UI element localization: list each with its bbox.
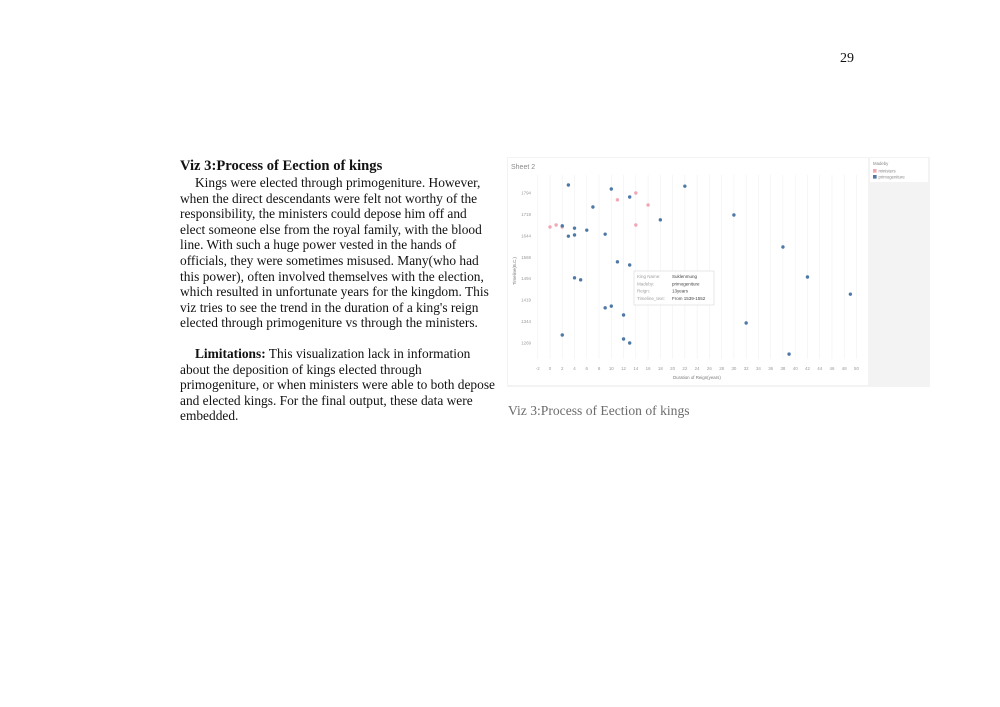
y-tick-label: 1494 (521, 276, 531, 282)
scatter-chart (507, 157, 930, 387)
data-point-primogeniture[interactable] (659, 218, 662, 221)
x-tick-label: 26 (706, 366, 712, 371)
chart-figure (507, 157, 930, 387)
x-tick-label: -2 (535, 366, 540, 371)
data-point-primogeniture[interactable] (573, 226, 576, 229)
x-tick-label: 16 (645, 366, 651, 371)
y-tick-label: 1644 (521, 233, 531, 239)
tooltip-value: Suklenmung (672, 274, 698, 279)
x-tick-label: 2 (561, 366, 564, 371)
data-point-ministers[interactable] (634, 191, 637, 194)
data-point-primogeniture[interactable] (628, 263, 631, 266)
y-axis-title: Timeline(B.C.) (512, 257, 517, 285)
legend-entry[interactable]: ministers (878, 168, 896, 174)
x-tick-label: 6 (585, 366, 589, 371)
data-point-primogeniture[interactable] (585, 228, 588, 231)
data-point-primogeniture[interactable] (806, 275, 809, 278)
data-point-primogeniture[interactable] (849, 292, 852, 295)
limitations-paragraph (180, 346, 495, 424)
data-point-primogeniture[interactable] (603, 232, 606, 235)
x-tick-label: 42 (805, 366, 810, 371)
data-point-primogeniture[interactable] (622, 313, 625, 316)
tooltip-label: King Name: (637, 274, 661, 279)
data-point-primogeniture[interactable] (579, 278, 582, 281)
data-point-ministers[interactable] (634, 223, 637, 226)
y-tick-label: 1344 (521, 319, 531, 325)
data-point-ministers[interactable] (646, 203, 649, 206)
x-tick-label: 22 (682, 366, 688, 371)
data-point-primogeniture[interactable] (610, 187, 613, 190)
data-point-primogeniture[interactable] (628, 341, 631, 344)
y-tick-label: 1419 (521, 297, 531, 303)
data-point-primogeniture[interactable] (567, 234, 570, 237)
x-tick-label: 10 (608, 366, 614, 371)
data-point-primogeniture[interactable] (616, 260, 619, 263)
text-column (180, 158, 495, 424)
legend-swatch (873, 169, 877, 173)
x-axis-title: Duration of Reign(years) (673, 375, 721, 380)
sheet-title: Sheet 2 (511, 164, 536, 171)
tooltip-label: Timeline_text: (637, 295, 665, 301)
data-point-primogeniture[interactable] (610, 304, 613, 307)
tooltip-value: 13years (672, 288, 689, 294)
x-tick-label: 36 (768, 366, 774, 371)
x-tick-label: 44 (817, 366, 823, 371)
body-paragraph: Kings were elected through primogeniture. However, when the direct descendants were felt not worthy of the responsibility, the ministers could depose him off and elect someone else from the royal family, with the blood line. With such a huge power vested in the hands of officials, they were sometimes misused. Many(who had this power), often involved themselves with the election, which resulted in unfortunate years for the kingdom. This viz tries to see the trend in the duration of a king's reign elected through primogeniture vs through the ministers. (180, 175, 489, 331)
data-point-primogeniture[interactable] (744, 321, 747, 324)
x-tick-label: 4 (573, 366, 576, 371)
y-tick-label: 1269 (521, 340, 531, 346)
y-tick-label: 1794 (521, 190, 531, 196)
tooltip-value: From 1539-1552 (672, 295, 706, 301)
data-point-primogeniture[interactable] (787, 352, 790, 355)
data-point-primogeniture[interactable] (567, 183, 570, 186)
limitations-label: Limitations: (195, 345, 266, 361)
x-tick-label: 46 (829, 366, 835, 371)
y-tick-label: 1719 (521, 211, 531, 217)
x-tick-label: 34 (755, 366, 761, 371)
data-point-primogeniture[interactable] (628, 195, 631, 198)
data-point-primogeniture[interactable] (781, 245, 784, 248)
data-point-ministers[interactable] (554, 223, 557, 226)
data-point-ministers[interactable] (548, 225, 551, 228)
legend (870, 158, 928, 182)
x-tick-label: 48 (841, 366, 847, 371)
data-point-primogeniture[interactable] (603, 306, 606, 309)
x-tick-label: 38 (780, 366, 786, 371)
y-tick-label: 1569 (521, 254, 531, 260)
data-point-ministers[interactable] (616, 198, 619, 201)
limitations-text: This visualization lack in information about the deposition of kings elected through primogeniture, or when ministers were able to both depose and elected kings. For the final output, these data were embedded. (180, 345, 495, 424)
x-tick-label: 28 (719, 366, 725, 371)
tooltip-label: Reign: (637, 288, 651, 294)
x-tick-label: 20 (670, 366, 676, 371)
data-point-primogeniture[interactable] (683, 184, 686, 187)
x-tick-label: 40 (792, 366, 798, 371)
data-point-primogeniture[interactable] (561, 333, 564, 336)
legend-swatch (873, 175, 877, 179)
x-tick-label: 24 (694, 366, 700, 371)
legend-title: Madeby (873, 161, 889, 166)
section-heading: Viz 3:Process of Eection of kings (180, 158, 383, 174)
legend-entry[interactable]: primogeniture (878, 174, 905, 180)
x-tick-label: 32 (743, 366, 749, 371)
tooltip (634, 271, 714, 305)
tooltip-label: Madeby: (637, 281, 655, 287)
x-tick-label: 12 (621, 366, 627, 371)
data-point-primogeniture[interactable] (591, 205, 594, 208)
data-point-primogeniture[interactable] (622, 337, 625, 340)
x-tick-label: 14 (633, 366, 639, 371)
x-tick-label: 50 (854, 366, 859, 371)
page-number: 29 (840, 51, 854, 66)
figure-caption: Viz 3:Process of Eection of kings (508, 403, 690, 418)
data-point-primogeniture[interactable] (573, 276, 576, 279)
data-point-primogeniture[interactable] (561, 224, 564, 227)
data-point-primogeniture[interactable] (732, 213, 735, 216)
x-tick-label: 8 (597, 366, 601, 371)
x-tick-label: 30 (731, 366, 737, 371)
x-tick-label: 0 (548, 366, 552, 371)
data-point-primogeniture[interactable] (573, 233, 576, 236)
x-tick-label: 18 (657, 366, 663, 371)
tooltip-value: primogeniture (672, 281, 700, 287)
